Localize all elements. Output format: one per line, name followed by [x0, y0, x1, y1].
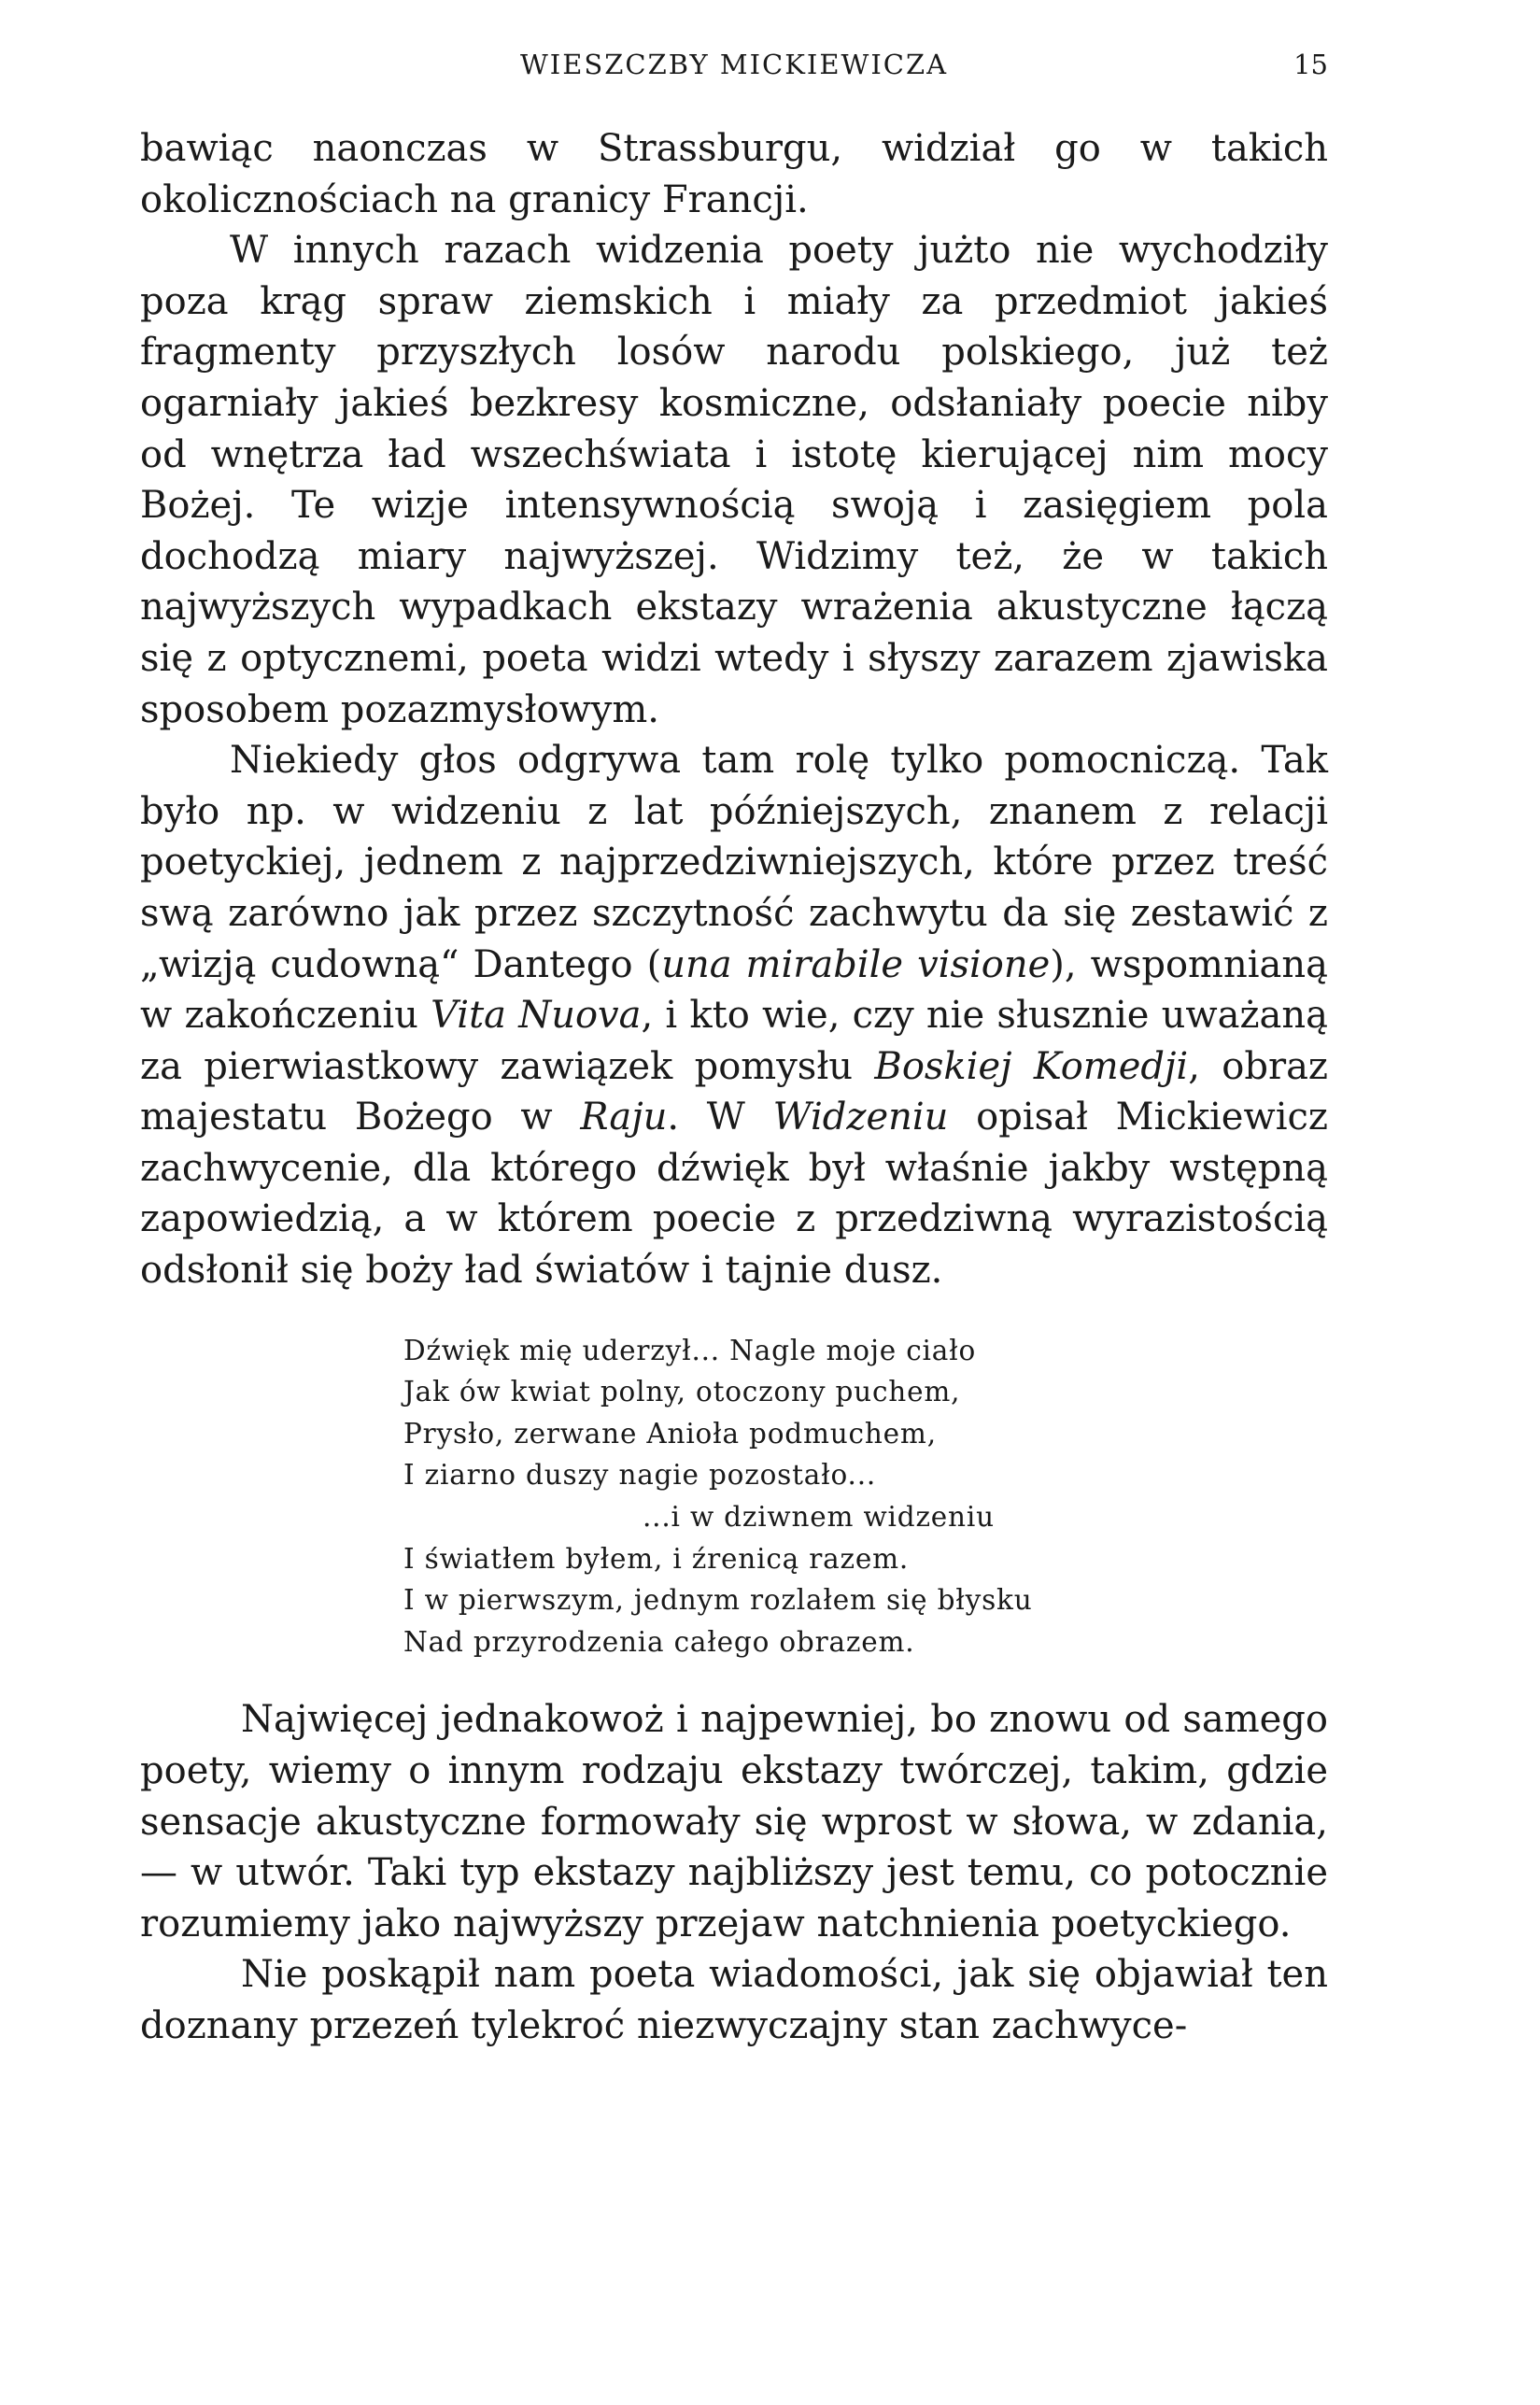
text-run: , i kto wie, czy nie słusznie uważaną za pierwiastkowy zawiązek pomysłu — [140, 994, 1328, 1088]
paragraph — [140, 735, 1328, 1296]
poem-line: Jak ów kwiat polny, otoczony puchem, — [403, 1376, 961, 1408]
poem-quotation — [403, 1330, 1328, 1663]
poem-line: ...i w dziwnem widzeniu — [643, 1501, 995, 1534]
text-run: opisał Mickiewicz zachwycenie, dla którego dźwięk był właśnie jakby wstępną zapowiedzią, a w którem poecie z przedziwną wyrazistością odsłonił się boży ład światów i tajnie dusz. — [140, 1096, 1328, 1293]
poem-line: Nad przyrodzenia całego obrazem. — [403, 1625, 915, 1658]
page-number: 15 — [1293, 49, 1328, 80]
running-title: WIESZCZBY MICKIEWICZA — [519, 49, 949, 80]
book-page — [140, 37, 1328, 2052]
paragraph — [140, 1949, 1328, 2051]
text-run: Niekiedy głos odgrywa tam rolę tylko pomocniczą. Tak było np. w widzeniu z lat późniejszych, znanem z relacji poetyckiej, jednem z najprzedziwniejszych, które przez treść swą zarówno jak przez szczytność zachwytu da się zestawić z „wizją cudowną“ Dantego ( — [140, 739, 1328, 986]
italic-title: una mirabile visione — [661, 942, 1051, 986]
paragraph — [140, 123, 1328, 225]
paragraphs-before-poem — [140, 123, 1328, 1296]
poem-line: I światłem byłem, i źrenicą razem. — [403, 1542, 910, 1575]
poem-line: Prysło, zerwane Anioła podmuchem, — [403, 1417, 937, 1450]
paragraphs-after-poem — [140, 1694, 1328, 2051]
text-run: ), wspomnianą w zakończeniu — [140, 942, 1328, 1038]
main-text — [140, 123, 1328, 2052]
poem-line: I w pierwszym, jednym rozlałem się błysku — [403, 1584, 1033, 1617]
text-run: Najwięcej jednakowoż i najpewniej, bo znowu od samego poety, wiemy o innym rodzaju ekstazy twórczej, takim, gdzie sensacje akustyczne formowały się wprost w słowa, w zdania, — w utwór. Taki typ ekstazy najbliższy jest temu, co potocznie rozumiemy jako najwyższy przejaw natchnienia poetyckiego. — [140, 1698, 1328, 1945]
poem-line: I ziarno duszy nagie pozostało... — [403, 1459, 877, 1492]
page-header — [140, 37, 1328, 103]
italic-title: Vita Nuova — [431, 994, 642, 1038]
text-run: Nie poskąpił nam poeta wiadomości, jak się objawiał ten doznany przezeń tylekroć niezwyczajny stan zachwyce- — [140, 1953, 1328, 2047]
text-run: . W — [667, 1096, 773, 1139]
paragraph — [140, 1694, 1328, 1949]
italic-title: Boskiej Komedji — [874, 1044, 1189, 1088]
text-run: , obraz majestatu Bożego w — [140, 1044, 1328, 1139]
text-run: W innych razach widzenia poety jużto nie wychodziły poza krąg spraw ziemskich i miały za przedmiot jakieś fragmenty przyszłych losów narodu polskiego, już też ogarniały jakieś bezkresy kosmiczne, odsłaniały poecie niby od wnętrza ład wszechświata i istotę kierującej nim mocy Bożej. Te wizje intensywnością swoją i zasięgiem pola dochodzą miary najwyższej. Widzimy też, że w takich najwyższych wypadkach ekstazy wrażenia akustyczne łączą się z optycznemi, poeta widzi wtedy i słyszy zarazem zjawiska sposobem pozazmysłowym. — [140, 229, 1328, 731]
poem-line: Dźwięk mię uderzył... Nagle moje ciało — [403, 1334, 977, 1366]
italic-title: Widzeniu — [772, 1096, 949, 1139]
paragraph — [140, 225, 1328, 735]
italic-title: Raju — [580, 1096, 668, 1139]
text-run: bawiąc naonczas w Strassburgu, widział go w takich okolicznościach na granicy Francji. — [140, 127, 1328, 221]
